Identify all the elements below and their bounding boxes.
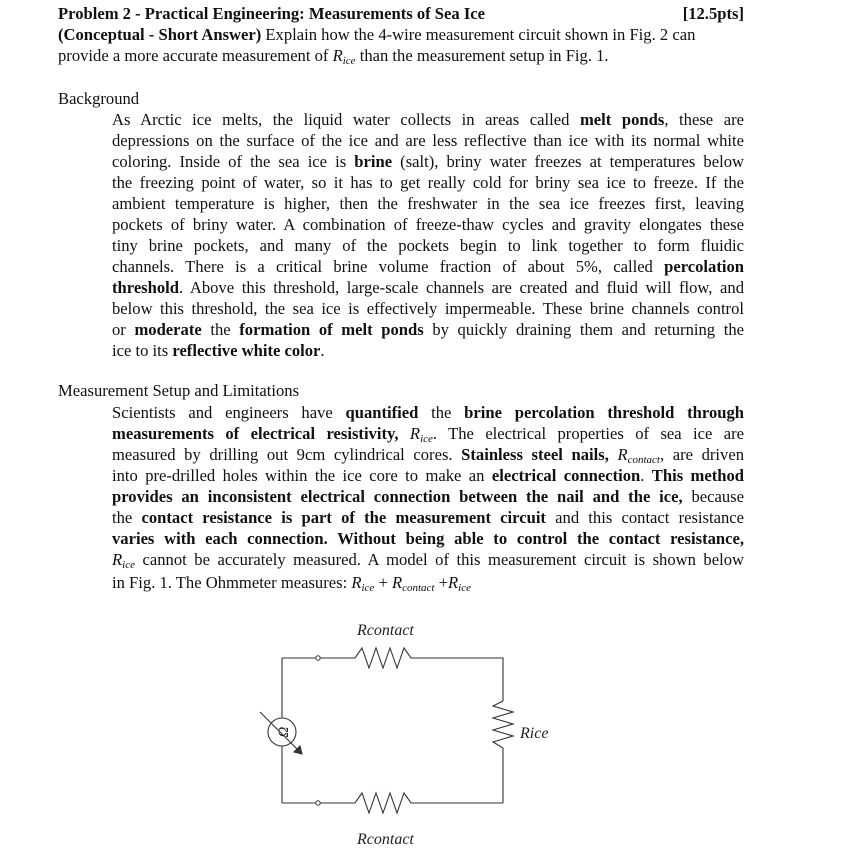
measurement-line: measured by drilling out 9cm cylindrical cores. Stainless steel nails, $R_{contact}$, are driven: [112, 445, 744, 466]
background-line: ambient temperature is higher, then the freshwater in the sea ice freezes first, leaving: [112, 194, 744, 213]
question-text-2b: than the measurement setup in Fig. 1.: [355, 46, 609, 65]
measurement-line: $R_{ice}$ cannot be accurately measured. A model of this measurement circuit is shown below: [112, 550, 744, 571]
problem-title: Problem 2 - Practical Engineering: Measurements of Sea Ice: [58, 4, 486, 23]
background-heading: Background: [58, 89, 140, 108]
question-line-1: [58, 25, 695, 45]
background-line: pockets of briny water. A combination of freeze-thaw cycles and gravity elongates these: [112, 215, 744, 234]
right-resistor-zigzag: [493, 701, 513, 803]
question-type: (Conceptual - Short Answer): [58, 25, 262, 44]
question-text-2a: provide a more accurate measurement of: [58, 46, 333, 65]
background-line: coloring. Inside of the sea ice is brine (salt), briny water freezes at temperatures below: [112, 152, 744, 171]
measurement-line: the contact resistance is part of the measurement circuit and this contact resistance: [112, 508, 745, 527]
question-line-2: [58, 46, 609, 71]
background-line: below this threshold, the sea ice is effectively impermeable. These brine channels control: [112, 299, 744, 318]
measurement-line: varies with each connection. Without being able to control the contact resistance,: [112, 529, 744, 548]
bottom-resistor-label: Rcontact: [357, 831, 414, 848]
measurement-line: in Fig. 1. The Ohmmeter measures: $R_{ice} + R_{contact} +R_{ice}$: [112, 573, 471, 594]
question-text-1: Explain how the 4-wire measurement circuit shown in Fig. 2 can: [261, 25, 696, 44]
circuit-diagram: [0, 600, 846, 850]
terminal-dot: [316, 656, 320, 660]
measurement-line: provides an inconsistent electrical connection between the nail and the ice, because: [112, 487, 744, 506]
measurement-line: Scientists and engineers have quantified the brine percolation threshold through: [112, 403, 744, 422]
top-wire: [282, 648, 503, 701]
measurement-line: into pre-drilled holes within the ice core to make an electrical connection. This method: [112, 466, 745, 485]
background-line: channels. There is a critical brine volume fraction of about 5%, called percolation: [112, 257, 744, 276]
background-line: or moderate the formation of melt ponds by quickly draining them and returning the: [112, 320, 744, 339]
r-ice-symbol: $R_{ice}$: [332, 46, 356, 67]
right-resistor-label: Rice: [520, 725, 549, 742]
background-line: the freezing point of water, so it has to get really cold for briny sea ice to freeze. If the: [112, 173, 744, 192]
ohmmeter-symbol: Ω: [276, 726, 292, 738]
background-line: ice to its reflective white color.: [112, 341, 325, 360]
background-line: threshold. Above this threshold, large-scale channels are created and fluid will flow, and: [112, 278, 744, 297]
problem-points: [12.5pts]: [682, 4, 744, 23]
terminal-dot: [316, 801, 320, 805]
bottom-wire: [282, 793, 503, 813]
background-line: As Arctic ice melts, the liquid water collects in areas called melt ponds, these are: [112, 110, 744, 129]
measurement-heading: Measurement Setup and Limitations: [58, 381, 300, 400]
measurement-line: measurements of electrical resistivity, $R_{ice}$. The electrical properties of sea ice are: [112, 424, 745, 445]
background-line: depressions on the surface of the ice and are less reflective than ice with its normal white: [112, 131, 744, 150]
top-resistor-label: Rcontact: [357, 622, 414, 639]
background-line: tiny brine pockets, and many of the pockets begin to link together to form fluidic: [112, 236, 744, 255]
